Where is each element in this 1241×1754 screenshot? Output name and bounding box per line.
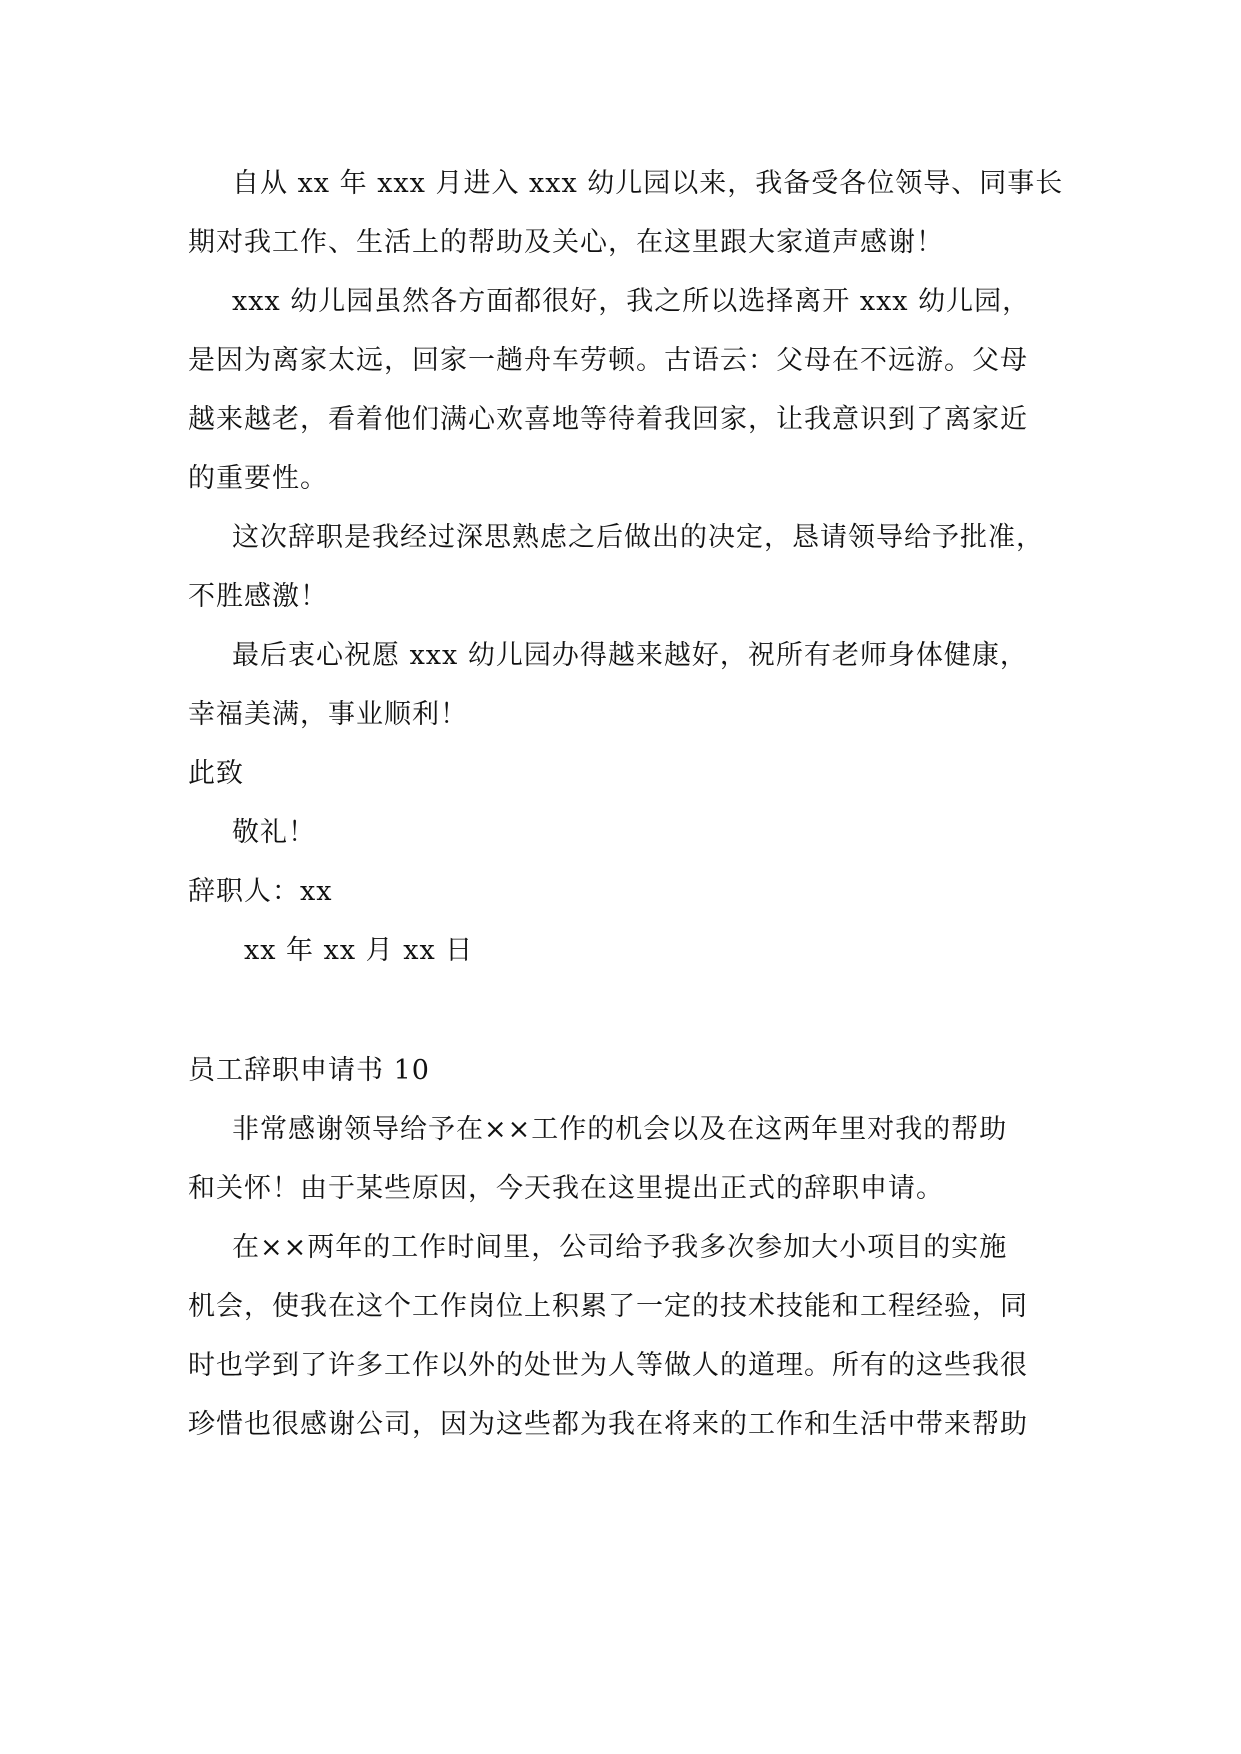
letter1-p2-line1: xxx 幼儿园虽然各方面都很好，我之所以选择离开 xxx 幼儿园， xyxy=(232,286,1031,317)
letter2-p2-line1: 在××两年的工作时间里，公司给予我多次参加大小项目的实施 xyxy=(232,1232,1008,1263)
letter1-p2-line3: 越来越老，看着他们满心欢喜地等待着我回家，让我意识到了离家近 xyxy=(188,404,1028,435)
letter1-p3-line1: 这次辞职是我经过深思熟虑之后做出的决定，恳请领导给予批准， xyxy=(232,522,1044,553)
letter2-p2-line4: 珍惜也很感谢公司，因为这些都为我在将来的工作和生活中带来帮助 xyxy=(188,1409,1028,1440)
letter1-p4-line2: 幸福美满，事业顺利！ xyxy=(188,699,468,730)
letter1-p2-line4: 的重要性。 xyxy=(188,463,328,494)
letter1-date: xx 年 xx 月 xx 日 xyxy=(244,935,474,966)
letter2-p2-line3: 时也学到了许多工作以外的处世为人等做人的道理。所有的这些我很 xyxy=(188,1350,1028,1381)
letter1-p1-line1: 自从 xx 年 xxx 月进入 xxx 幼儿园以来，我备受各位领导、同事长 xyxy=(232,168,1064,199)
letter1-salute: 敬礼！ xyxy=(232,817,316,848)
letter1-p2-line2: 是因为离家太远，回家一趟舟车劳顿。古语云：父母在不远游。父母 xyxy=(188,345,1028,376)
letter1-p3-line2: 不胜感激！ xyxy=(188,581,328,612)
letter1-p1-line2: 期对我工作、生活上的帮助及关心，在这里跟大家道声感谢！ xyxy=(188,227,944,258)
letter1-signer: 辞职人：xx xyxy=(188,876,333,907)
letter1-p4-line1: 最后衷心祝愿 xxx 幼儿园办得越来越好，祝所有老师身体健康， xyxy=(232,640,1028,671)
letter2-title: 员工辞职申请书 10 xyxy=(188,1055,430,1086)
letter2-p1-line2: 和关怀！由于某些原因，今天我在这里提出正式的辞职申请。 xyxy=(188,1173,944,1204)
letter2-p1-line1: 非常感谢领导给予在××工作的机会以及在这两年里对我的帮助 xyxy=(232,1114,1008,1145)
letter1-closing: 此致 xyxy=(188,758,244,789)
letter2-p2-line2: 机会，使我在这个工作岗位上积累了一定的技术技能和工程经验，同 xyxy=(188,1291,1028,1322)
